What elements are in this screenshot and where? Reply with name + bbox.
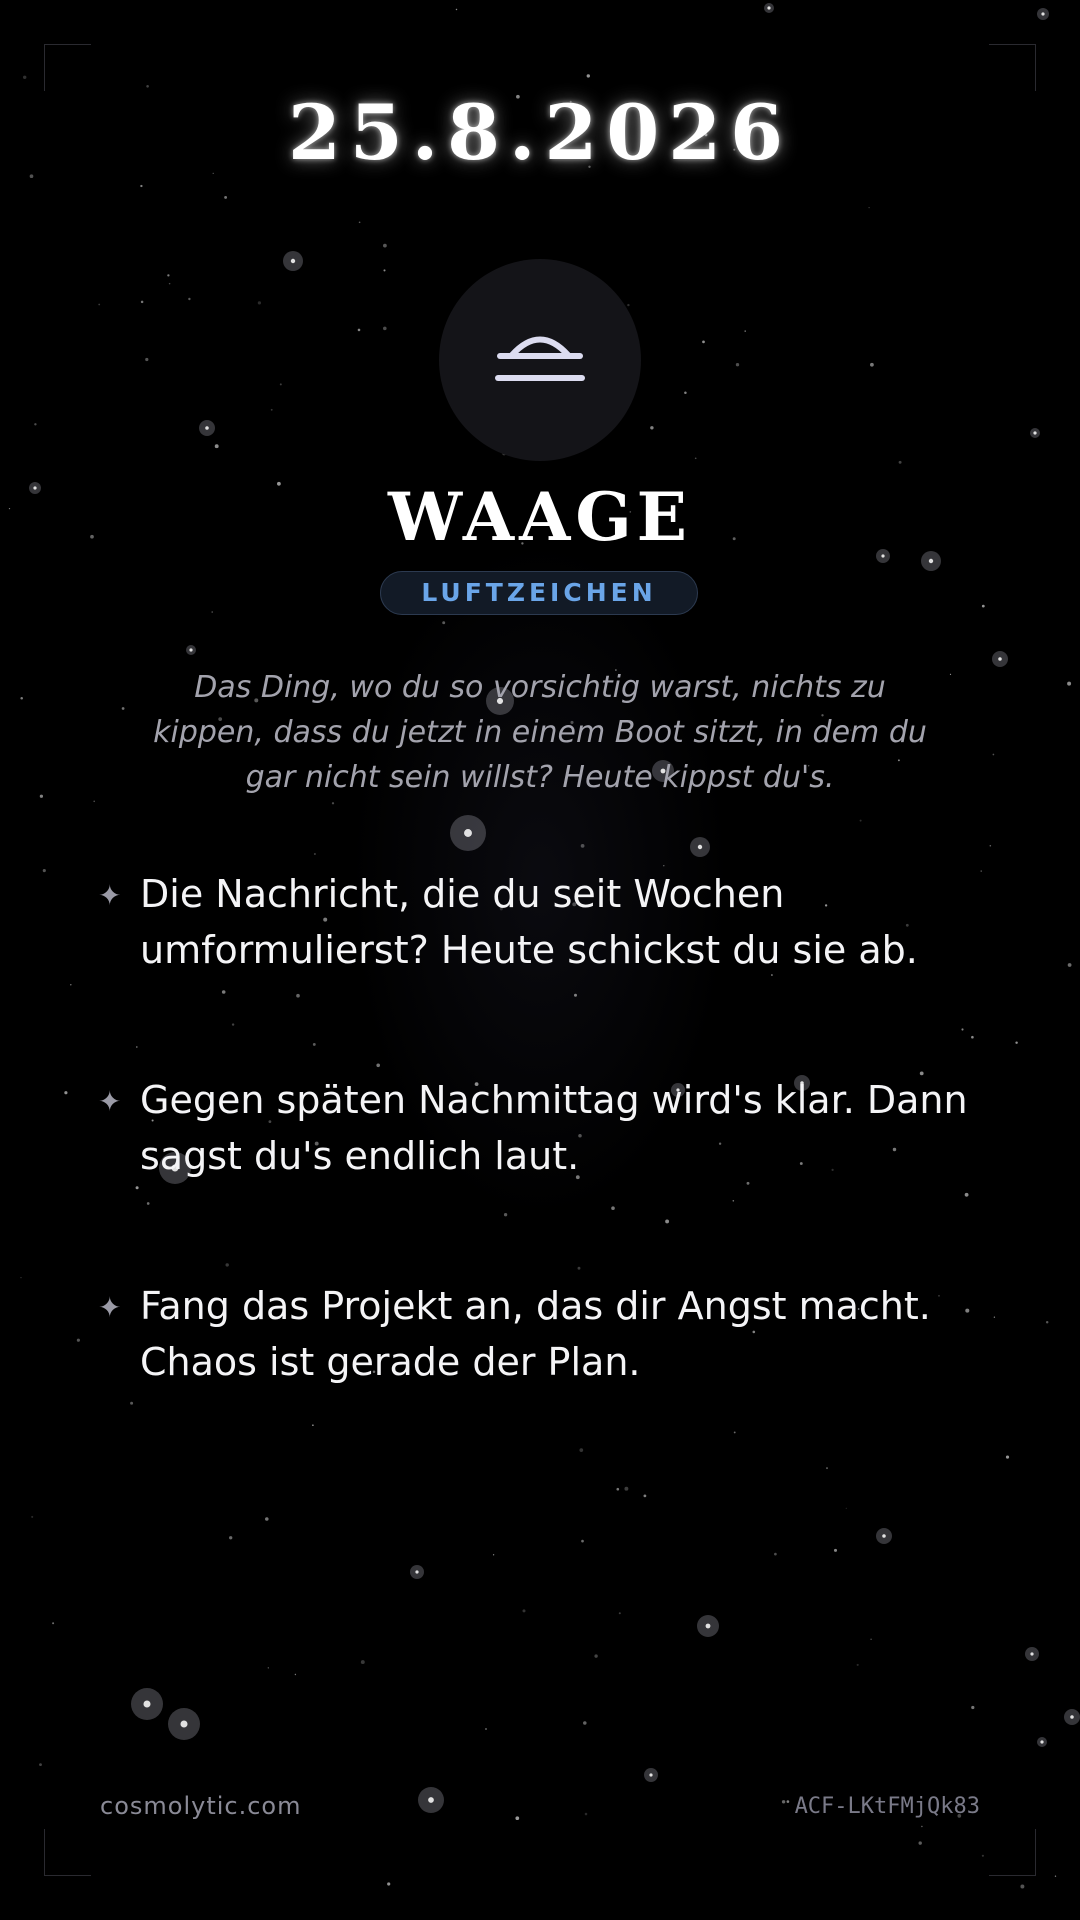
- star: [20, 697, 23, 700]
- star: [271, 409, 273, 411]
- star: [834, 1549, 837, 1552]
- star: [145, 358, 148, 361]
- star: [971, 1706, 974, 1709]
- star: [122, 707, 125, 710]
- star: [1046, 1321, 1048, 1323]
- star: [736, 363, 739, 366]
- star: [882, 1534, 886, 1538]
- star: [1040, 1740, 1043, 1743]
- star: [929, 559, 933, 563]
- corner-frame-bottom-right: [989, 1829, 1036, 1876]
- star: [961, 1028, 963, 1030]
- star: [982, 605, 985, 608]
- star: [857, 1664, 859, 1666]
- star: [313, 1043, 316, 1046]
- star: [1055, 1876, 1056, 1877]
- prediction-item: [98, 1278, 1028, 1390]
- star: [98, 304, 100, 306]
- star: [583, 1721, 587, 1725]
- star: [695, 457, 697, 459]
- star: [442, 621, 445, 624]
- star: [1030, 1652, 1033, 1655]
- star: [40, 795, 43, 798]
- star: [767, 6, 770, 9]
- star: [415, 1570, 418, 1573]
- prediction-text: Fang das Projekt an, das dir Angst macht. Chaos ist gerade der Plan.: [140, 1284, 931, 1384]
- star: [188, 298, 190, 300]
- star: [616, 1488, 619, 1491]
- star: [314, 853, 316, 855]
- corner-frame-bottom-left: [44, 1829, 91, 1876]
- star: [921, 1826, 922, 1827]
- star: [787, 1800, 790, 1803]
- star: [34, 423, 36, 425]
- star: [1015, 1041, 1017, 1043]
- star: [594, 1654, 597, 1657]
- star: [383, 327, 387, 331]
- star: [493, 1554, 494, 1555]
- prediction-item: [98, 1072, 1028, 1184]
- sign-name: WAAGE: [388, 478, 692, 556]
- corner-frame-top-right: [989, 44, 1036, 91]
- star: [644, 1495, 647, 1498]
- star: [702, 341, 705, 344]
- element-badge: LUFTZEICHEN: [380, 571, 698, 615]
- star: [826, 1467, 828, 1469]
- star: [229, 1536, 232, 1539]
- star: [1041, 12, 1044, 15]
- star: [1006, 1456, 1009, 1459]
- star: [1068, 963, 1072, 967]
- star: [1020, 1885, 1024, 1889]
- star: [143, 1700, 150, 1707]
- sparkle-icon: ✦: [98, 879, 122, 912]
- star: [93, 801, 95, 803]
- star: [358, 329, 361, 332]
- star: [574, 994, 577, 997]
- star: [291, 259, 295, 263]
- star: [268, 1667, 269, 1668]
- star: [211, 611, 213, 613]
- star: [578, 1267, 581, 1270]
- star: [581, 1540, 584, 1543]
- star: [585, 1813, 588, 1816]
- star: [965, 1193, 969, 1197]
- star: [611, 1206, 615, 1210]
- star: [361, 1660, 365, 1664]
- star: [619, 1612, 621, 1614]
- star: [140, 185, 142, 187]
- star: [744, 330, 745, 331]
- star: [485, 1728, 487, 1730]
- star: [20, 1277, 21, 1278]
- star: [280, 383, 282, 385]
- star: [387, 1882, 390, 1885]
- star: [130, 1402, 133, 1405]
- star: [581, 844, 585, 848]
- star: [998, 657, 1002, 661]
- star: [222, 990, 226, 994]
- star: [167, 274, 169, 276]
- star: [180, 1720, 187, 1727]
- star: [312, 1424, 314, 1426]
- star: [136, 1046, 138, 1048]
- star: [919, 1841, 922, 1844]
- star: [665, 1219, 669, 1223]
- star: [650, 426, 653, 429]
- footer-site-link[interactable]: cosmolytic.com: [100, 1792, 302, 1820]
- star: [870, 363, 874, 367]
- star: [215, 444, 219, 448]
- star: [734, 1431, 736, 1433]
- star: [990, 845, 992, 847]
- star: [464, 829, 472, 837]
- star: [205, 426, 209, 430]
- star: [993, 754, 995, 756]
- star: [515, 1816, 519, 1820]
- star: [899, 461, 902, 464]
- star: [684, 391, 687, 394]
- star: [376, 1064, 380, 1068]
- star: [70, 984, 71, 985]
- star: [383, 244, 387, 248]
- star: [147, 1202, 150, 1205]
- star: [523, 1609, 526, 1612]
- star: [868, 207, 869, 208]
- star: [141, 301, 144, 304]
- star: [77, 1339, 80, 1342]
- star: [383, 269, 385, 271]
- sign-icon-circle: [439, 259, 641, 461]
- star: [224, 196, 227, 199]
- star: [846, 1508, 847, 1509]
- star: [456, 9, 457, 10]
- star: [428, 1797, 434, 1803]
- footer-code: ACF-LKtFMjQk83: [794, 1794, 980, 1819]
- star: [627, 304, 629, 306]
- star: [782, 1800, 785, 1803]
- prediction-item: [98, 866, 1028, 978]
- star: [295, 1674, 296, 1675]
- prediction-text: Gegen späten Nachmittag wird's klar. Dann sagst du's endlich laut.: [140, 1078, 968, 1178]
- star: [359, 221, 361, 223]
- star: [649, 1773, 652, 1776]
- star: [296, 994, 300, 998]
- star: [52, 1622, 54, 1624]
- star: [870, 1638, 872, 1640]
- star: [504, 1213, 507, 1216]
- sparkle-icon: ✦: [98, 1291, 122, 1324]
- star: [982, 1855, 984, 1857]
- star: [169, 283, 171, 285]
- date-heading: 25.8.2026: [287, 88, 793, 177]
- star: [189, 648, 192, 651]
- star: [1067, 682, 1071, 686]
- sparkle-icon: ✦: [98, 1085, 122, 1118]
- star: [624, 1487, 628, 1491]
- star: [587, 74, 590, 77]
- star: [860, 820, 862, 822]
- star: [1070, 1715, 1074, 1719]
- prediction-text: Die Nachricht, die du seit Wochen umformulierst? Heute schickst du sie ab.: [140, 872, 918, 972]
- star: [579, 1448, 583, 1452]
- star: [64, 1091, 67, 1094]
- star: [43, 869, 46, 872]
- star: [225, 1263, 228, 1266]
- star: [258, 301, 261, 304]
- star: [23, 76, 26, 79]
- star: [971, 1036, 974, 1039]
- star: [774, 1553, 777, 1556]
- star: [698, 845, 702, 849]
- star: [232, 1023, 234, 1025]
- star: [136, 1186, 139, 1189]
- star: [332, 802, 334, 804]
- star: [265, 1517, 269, 1521]
- star: [1033, 431, 1036, 434]
- star: [950, 674, 951, 675]
- star: [733, 1200, 735, 1202]
- libra-icon: [490, 330, 590, 390]
- intro-text: Das Ding, wo du so vorsichtig warst, nichts zu kippen, dass du jetzt in einem Boot sitzt, in dem du gar nicht sein willst? Heute kippst du's.: [153, 670, 927, 795]
- star: [706, 1624, 711, 1629]
- corner-frame-top-left: [44, 44, 91, 91]
- star: [31, 1516, 33, 1518]
- star: [39, 1763, 42, 1766]
